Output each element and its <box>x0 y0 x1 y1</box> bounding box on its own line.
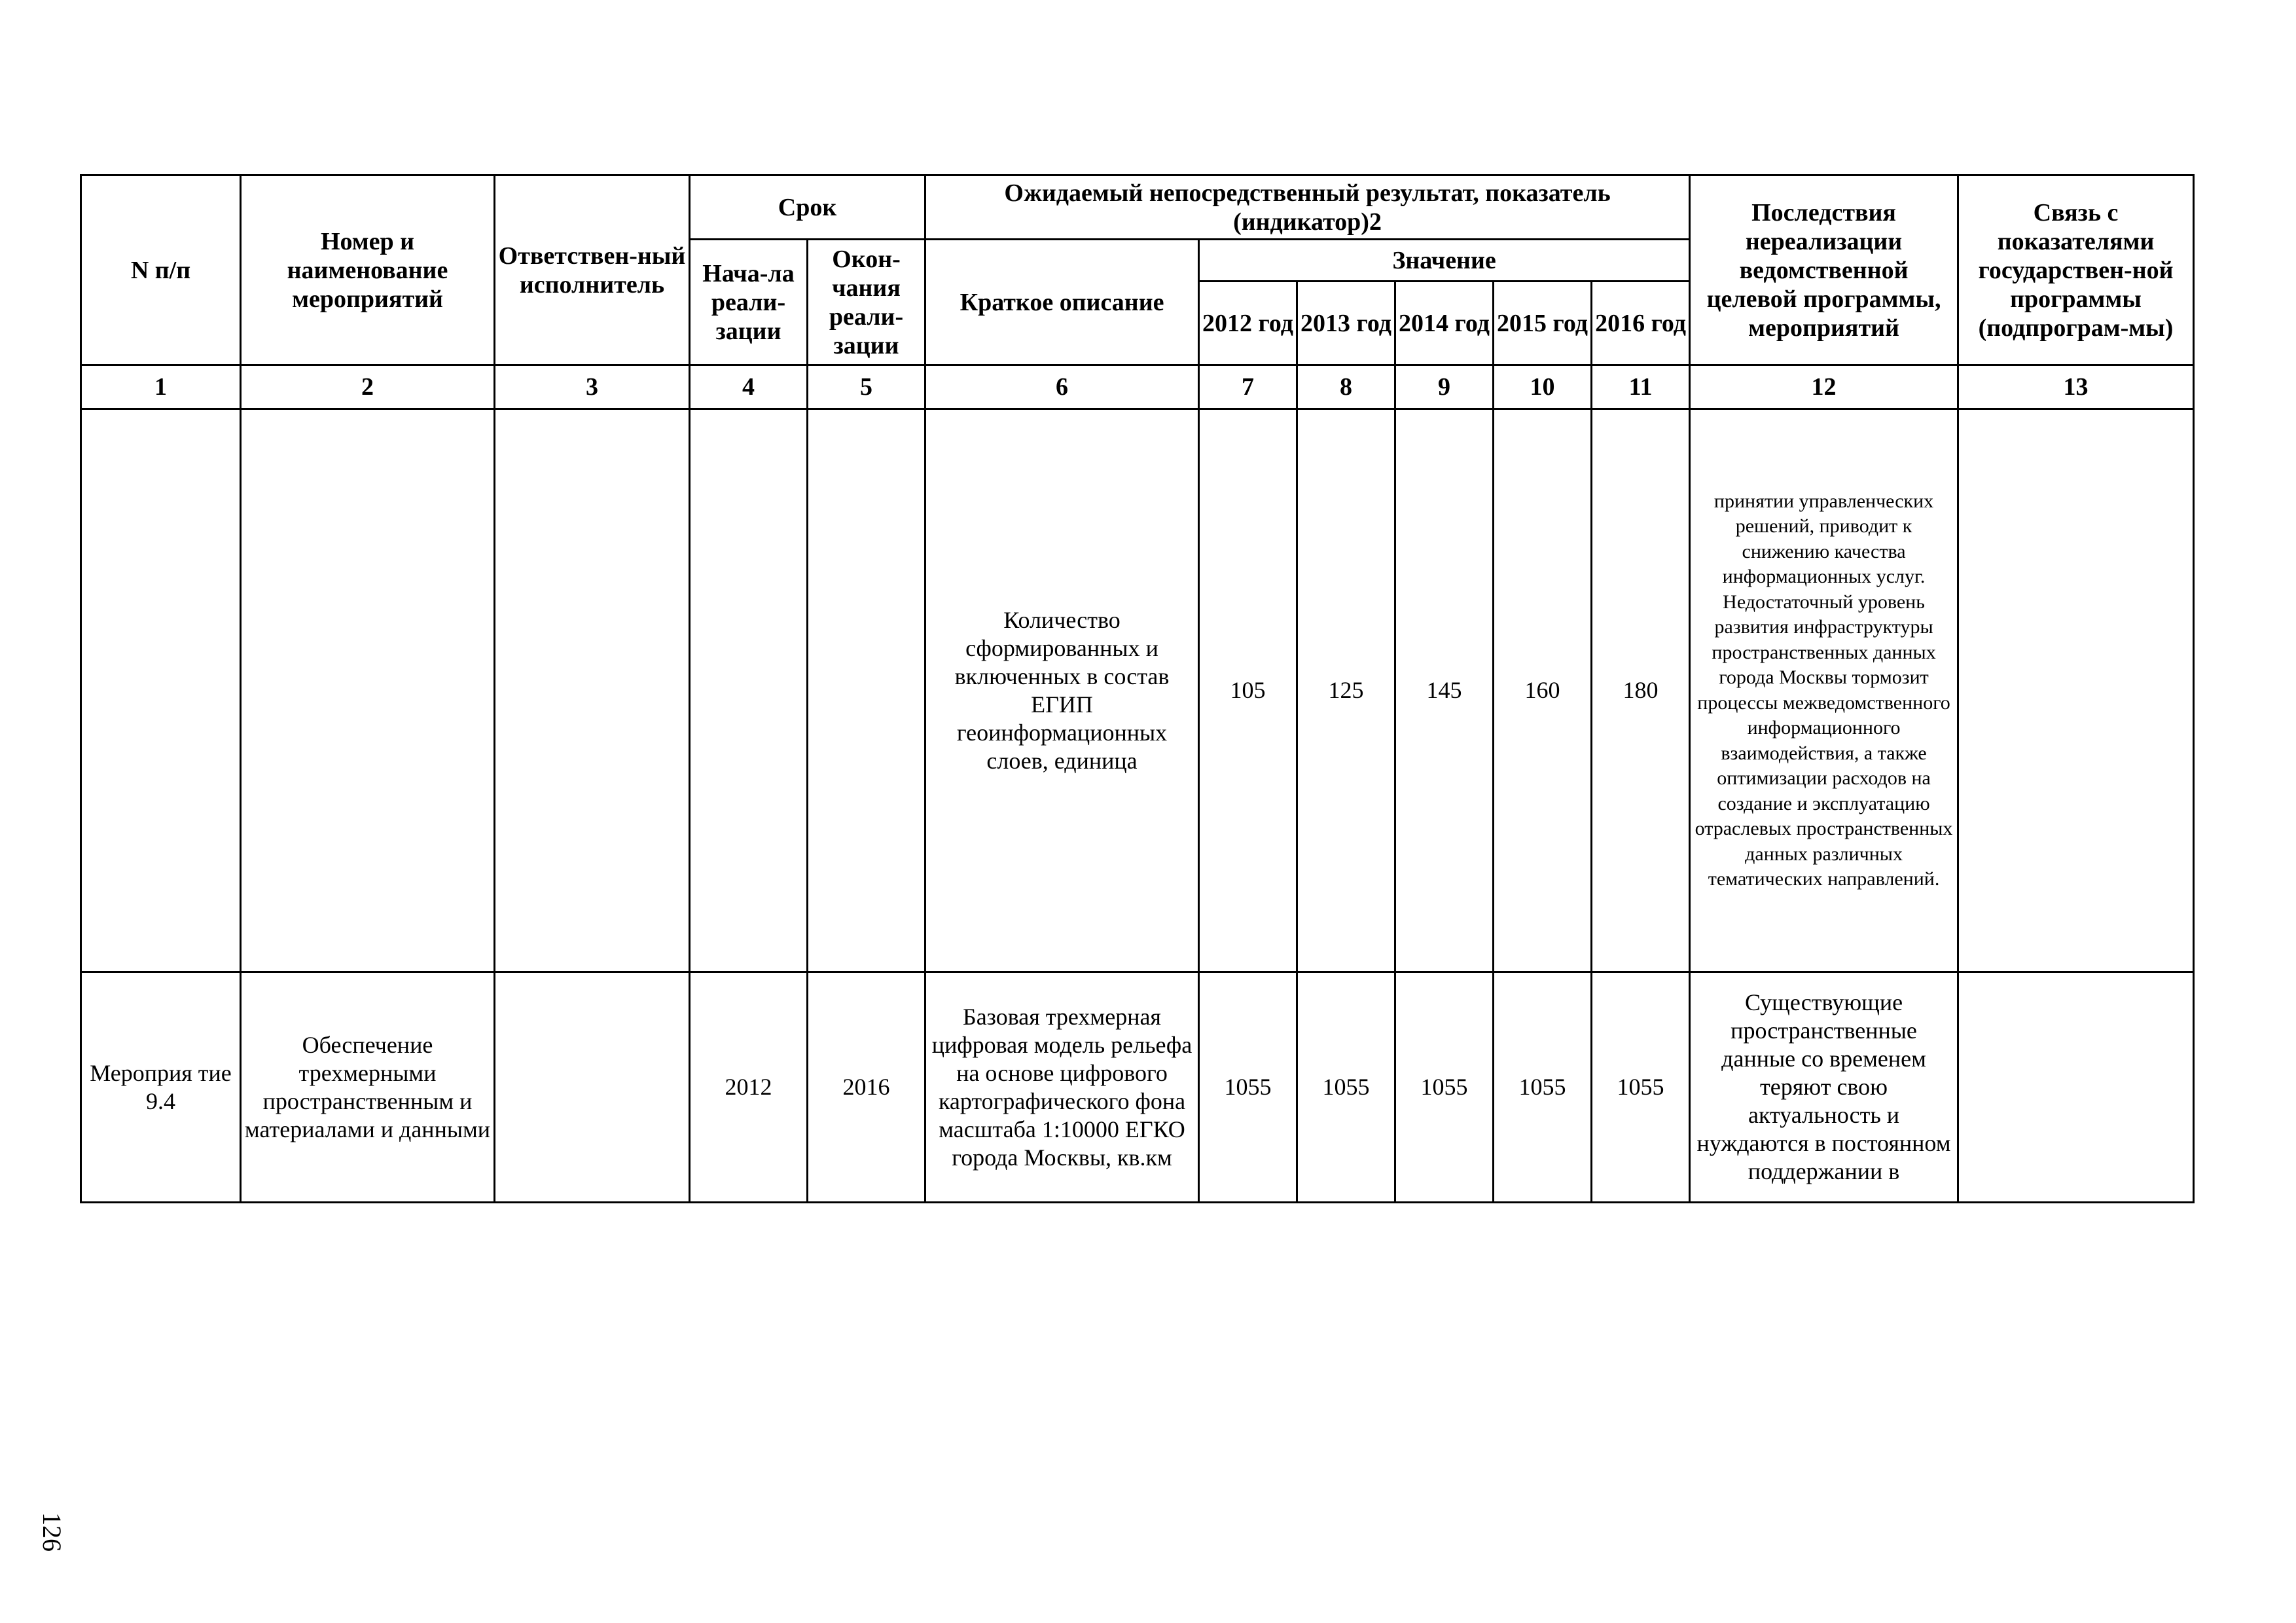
program-table <box>80 174 2195 1203</box>
cell-n <box>81 409 241 972</box>
header-2012: 2012 год <box>1199 282 1297 365</box>
column-number: 11 <box>1592 365 1690 409</box>
header-n: N п/п <box>81 175 241 365</box>
page-number: 126 <box>37 1512 67 1552</box>
header-start: Нача-ла реали-зации <box>690 240 808 365</box>
cell-2012: 1055 <box>1199 972 1297 1203</box>
cell-end <box>808 409 925 972</box>
cell-2014: 1055 <box>1395 972 1494 1203</box>
column-number: 4 <box>690 365 808 409</box>
column-number: 2 <box>241 365 495 409</box>
cell-consequences: принятии управленческих решений, приводит к снижению качества информационных услуг. Недостаточный уровень развития инфраструктуры пространственных данных города Москвы тормозит процессы межведомственного информационного взаимодействия, а также оптимизации расходов на создание и эксплуатацию отраслевых пространственных данных различных тематических направлений. <box>1690 409 1958 972</box>
column-number: 10 <box>1494 365 1592 409</box>
header-term: Срок <box>690 175 925 240</box>
table-row <box>81 972 2194 1203</box>
cell-responsible <box>495 972 690 1203</box>
cell-start: 2012 <box>690 972 808 1203</box>
cell-link <box>1958 972 2194 1203</box>
column-number: 12 <box>1690 365 1958 409</box>
header-2015: 2015 год <box>1494 282 1592 365</box>
header-2014: 2014 год <box>1395 282 1494 365</box>
column-number: 13 <box>1958 365 2194 409</box>
cell-link <box>1958 409 2194 972</box>
header-2016: 2016 год <box>1592 282 1690 365</box>
header-2013: 2013 год <box>1297 282 1395 365</box>
cell-n: Мероприя тие 9.4 <box>81 972 241 1203</box>
cell-2012: 105 <box>1199 409 1297 972</box>
column-number: 3 <box>495 365 690 409</box>
header-consequences: Последствия нереализации ведомственной целевой программы, мероприятий <box>1690 175 1958 365</box>
cell-end: 2016 <box>808 972 925 1203</box>
cell-2015: 1055 <box>1494 972 1592 1203</box>
cell-desc: Количество сформированных и включенных в состав ЕГИП геоинформационных слоев, единица <box>925 409 1199 972</box>
cell-start <box>690 409 808 972</box>
header-end: Окон-чания реали-зации <box>808 240 925 365</box>
cell-2013: 1055 <box>1297 972 1395 1203</box>
cell-2015: 160 <box>1494 409 1592 972</box>
cell-name <box>241 409 495 972</box>
column-number-row <box>81 365 2194 409</box>
header-link: Связь с показателями государствен-ной программы (подпрограм-мы) <box>1958 175 2194 365</box>
header-short-desc: Краткое описание <box>925 240 1199 365</box>
column-number: 6 <box>925 365 1199 409</box>
header-value: Значение <box>1199 240 1690 282</box>
header-name: Номер и наименование мероприятий <box>241 175 495 365</box>
cell-2016: 180 <box>1592 409 1690 972</box>
column-number: 7 <box>1199 365 1297 409</box>
header-responsible: Ответствен-ный исполнитель <box>495 175 690 365</box>
cell-2014: 145 <box>1395 409 1494 972</box>
header-result: Ожидаемый непосредственный результат, показатель (индикатор)2 <box>925 175 1690 240</box>
column-number: 5 <box>808 365 925 409</box>
cell-name: Обеспечение трехмерными пространственным и материалами и данными <box>241 972 495 1203</box>
column-number: 9 <box>1395 365 1494 409</box>
cell-consequences: Существующие пространственные данные со временем теряют свою актуальность и нуждаются в постоянном поддержании в <box>1690 972 1958 1203</box>
column-number: 8 <box>1297 365 1395 409</box>
table-row <box>81 409 2194 972</box>
cell-responsible <box>495 409 690 972</box>
cell-2013: 125 <box>1297 409 1395 972</box>
cell-desc: Базовая трехмерная цифровая модель рельефа на основе цифрового картографического фона масштаба 1:10000 ЕГКО города Москвы, кв.км <box>925 972 1199 1203</box>
cell-2016: 1055 <box>1592 972 1690 1203</box>
column-number: 1 <box>81 365 241 409</box>
